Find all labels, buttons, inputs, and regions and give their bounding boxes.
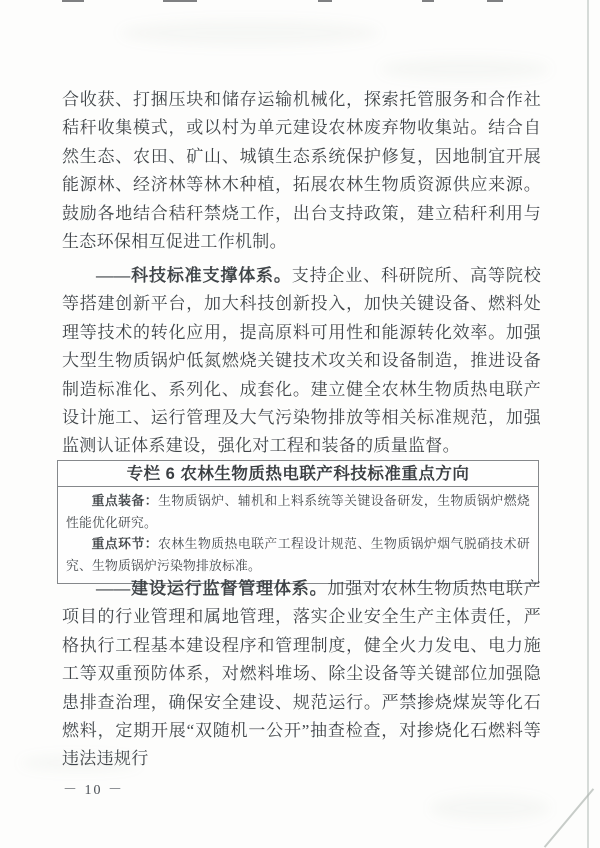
scan-edge-artifact xyxy=(422,0,434,2)
scan-smudge xyxy=(380,58,550,80)
scan-edge-artifact xyxy=(62,0,84,2)
page-number: － 10 － xyxy=(63,783,124,798)
panel-item-label: 重点环节： xyxy=(91,537,159,552)
panel-item-text: 农林生物质热电联产工程设计规范、生物质锅炉烟气脱硝技术研究、生物质锅炉污染物排放标准。 xyxy=(66,537,530,573)
scan-smudge xyxy=(430,795,550,821)
highlight-box-column6 xyxy=(57,460,539,584)
scan-edge-artifact xyxy=(318,0,332,2)
page-edge-scan-line xyxy=(587,0,589,848)
paragraph-text: 支持企业、科研院所、高等院校等搭建创新平台，加大科技创新投入，加快关键设备、燃料处理等技术的转化应用，提高原料可用性和能源转化效率。加强大型生物质锅炉低氮燃烧关键技术攻关和设备制造，推进设备制造标准化、系列化、成套化。建立健全农林生物质热电联产设计施工、运行管理及大气污染物排放等相关标准规范，加强监测认证体系建设，强化对工程和装备的质量监督。 xyxy=(62,266,541,456)
highlight-box-body xyxy=(58,487,538,583)
paragraph-text: 合收获、打捆压块和储存运输机械化，探索托管服务和合作社秸秆收集模式，或以村为单元建设农林废弃物收集站。结合自然生态、农田、矿山、城镇生态系统保护修复，因地制宜开展能源林、经济林等林木种植，拓展农林生物质资源供应来源。鼓励各地结合秸秆禁烧工作，出台支持政策，建立秸秆利用与生态环保相互促进工作机制。 xyxy=(62,90,541,252)
paragraph-tech-standards xyxy=(62,262,541,461)
highlight-box-title: 专栏 6 农林生物质热电联产科技标准重点方向 xyxy=(58,461,538,487)
scan-smudge xyxy=(120,20,380,46)
panel-item-key-equipment xyxy=(66,491,530,534)
scan-edge-artifact xyxy=(163,0,197,2)
paragraph-supervision xyxy=(62,575,541,774)
panel-item-key-links xyxy=(66,534,530,577)
paragraph-lead-in: ——科技标准支撑体系。 xyxy=(96,266,292,285)
paragraph-lead-in: ——建设运行监督管理体系。 xyxy=(96,579,328,598)
paragraph-continuation xyxy=(62,86,541,256)
paragraph-text: 加强对农林生物质热电联产项目的行业管理和属地管理，落实企业安全生产主体责任，严格执行工程基本建设程序和管理制度，健全火力发电、电力施工等双重预防体系，对燃料堆场、除尘设备等关键部位加强隐患排查治理，确保安全建设、规范运行。严禁掺烧煤炭等化石燃料，定期开展“双随机一公开”抽查检查，对掺烧化石燃料等违法违规行 xyxy=(62,579,541,769)
scan-edge-artifact xyxy=(487,0,503,2)
panel-item-label: 重点装备： xyxy=(91,494,159,508)
panel-item-text: 生物质锅炉、辅机和上料系统等关键设备研发，生物质锅炉燃烧性能优化研究。 xyxy=(66,494,530,530)
